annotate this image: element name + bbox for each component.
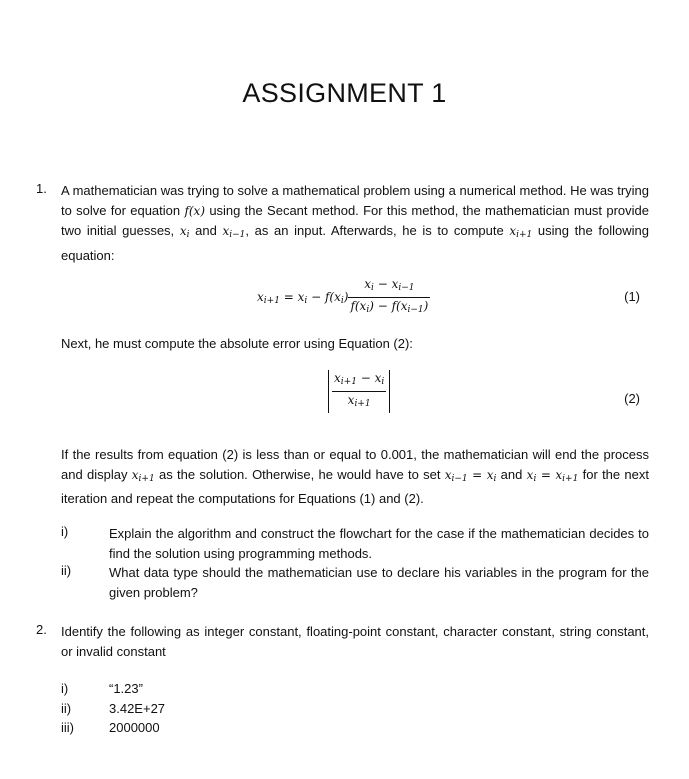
- q1-result-d: for the next iteration and repeat the computations for Equations (1) and (2).: [61, 466, 649, 506]
- equation-1-label: (1): [624, 289, 640, 304]
- math-x-i: $x_i$: [179, 224, 190, 240]
- equation-2: [328, 370, 390, 413]
- result-paragraph: [61, 445, 649, 509]
- list-item-value: 3.42E+27: [109, 701, 166, 716]
- math-f-of-x: f(x): [184, 203, 206, 218]
- question-2-text: Identify the following as integer constant, floating-point constant, character constant, string constant, or invalid constant: [61, 624, 649, 659]
- list-item-value: “1.23”: [109, 681, 143, 696]
- list-item-label: ii): [61, 701, 72, 716]
- q1-intro-a: A mathematician was trying to solve a mathematical problem using a numerical method. He was trying to solve for equation: [61, 183, 649, 218]
- list-item-label: iii): [61, 720, 74, 735]
- list-item-value: 2000000: [109, 720, 160, 735]
- math-set-previous: $x_{i-1} = x_i$: [444, 467, 497, 484]
- q1-intro-d: , as an input. Afterwards, he is to compute: [245, 223, 504, 238]
- q1-intro-c: and: [195, 223, 217, 238]
- equation-1-fraction: $\frac{x_i - x_{i-1}}{f(x_i) - f(x_{i-1})}$: [350, 277, 429, 315]
- q1-result-c: and: [500, 466, 523, 482]
- math-set-current: $x_i = x_{i+1}$: [526, 467, 579, 484]
- math-x-i-plus-1-solution: $x_{i+1}$: [131, 467, 155, 484]
- question-1-intro: [61, 181, 649, 265]
- subquestion-i-text: Explain the algorithm and construct the flowchart for the case if the mathematician decides to find the solution using programming methods.: [109, 526, 649, 561]
- q1-intro-b: using the Secant method. For this method, the mathematician must provide two initial guesses,: [61, 202, 649, 238]
- q1-result-b: as the solution. Otherwise, he would have to set: [158, 466, 441, 482]
- question-1-number: 1.: [36, 181, 47, 196]
- page-title: ASSIGNMENT 1: [242, 78, 447, 108]
- q1-intro-e: using the following equation:: [61, 223, 649, 263]
- subquestion-i-label: i): [61, 524, 69, 539]
- list-item-label: i): [61, 681, 69, 696]
- equation-2-fraction: $\frac{x_{i+1} - x_i}{x_{i+1}}$: [334, 371, 385, 409]
- math-x-i-minus-1: $x_{i-1}$: [222, 224, 246, 240]
- equation-1: $x_{i+1} = x_i - f(x_i)$ $\frac{x_i - x_{i-1}}{f(x_i) - f(x_{i-1})}$: [257, 276, 430, 319]
- subquestion-ii-text: What data type should the mathematician use to declare his variables in the program for the given problem?: [109, 565, 649, 600]
- question-2-number: 2.: [36, 622, 47, 637]
- next-step-text: Next, he must compute the absolute error using Equation (2):: [61, 336, 413, 351]
- q1-result-a: If the results from equation (2) is less than or equal to 0.001, the mathematician will end the process and display: [61, 447, 649, 482]
- equation-2-label: (2): [624, 391, 640, 406]
- math-x-i-plus-1: $x_{i+1}$: [509, 224, 533, 240]
- subquestion-ii-label: ii): [61, 563, 72, 578]
